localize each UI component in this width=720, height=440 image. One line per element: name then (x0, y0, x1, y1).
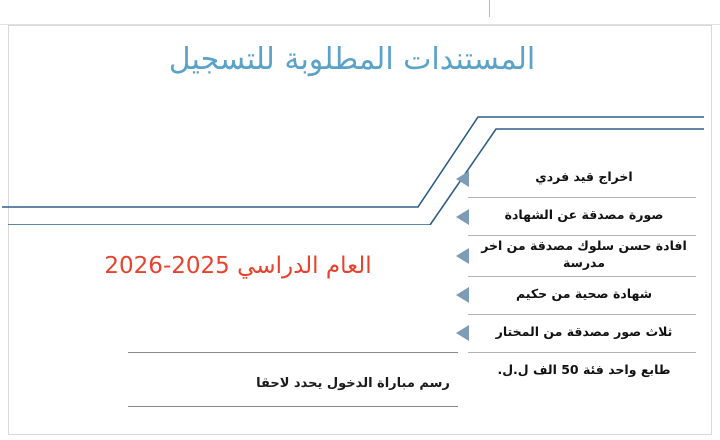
list-item (468, 198, 696, 236)
arrow-left-icon (456, 209, 469, 225)
top-tick-marker (489, 0, 490, 17)
divider-line-bottom (128, 406, 458, 407)
list-item (468, 315, 696, 353)
arrow-left-icon (456, 171, 469, 187)
academic-year-label: العام الدراسي 2025-2026 (104, 253, 372, 279)
list-item-label: طابع واحد فئة 50 الف ل.ل. (497, 362, 671, 378)
list-item-label: اخراج قيد فردي (535, 169, 633, 185)
required-documents-list (468, 160, 696, 391)
arrow-left-icon (456, 287, 469, 303)
list-item-label: ثلاث صور مصدقة من المختار (495, 323, 673, 339)
list-item-label: افادة حسن سلوك مصدقة من اخر مدرسة (481, 238, 687, 270)
arrow-left-icon (456, 325, 469, 341)
arrow-left-icon (456, 248, 469, 264)
list-item (468, 236, 696, 277)
top-strip (0, 0, 720, 25)
entrance-exam-fee-note: رسم مباراة الدخول يحدد لاحقا (256, 376, 450, 391)
list-item (468, 353, 696, 391)
list-item-label: شهادة صحية من حكيم (515, 285, 653, 301)
list-item-label: صورة مصدقة عن الشهادة (504, 207, 664, 223)
list-item (468, 277, 696, 315)
page-title: المستندات المطلوبة للتسجيل (168, 42, 536, 77)
divider-line-top (128, 352, 458, 353)
list-item (468, 160, 696, 198)
